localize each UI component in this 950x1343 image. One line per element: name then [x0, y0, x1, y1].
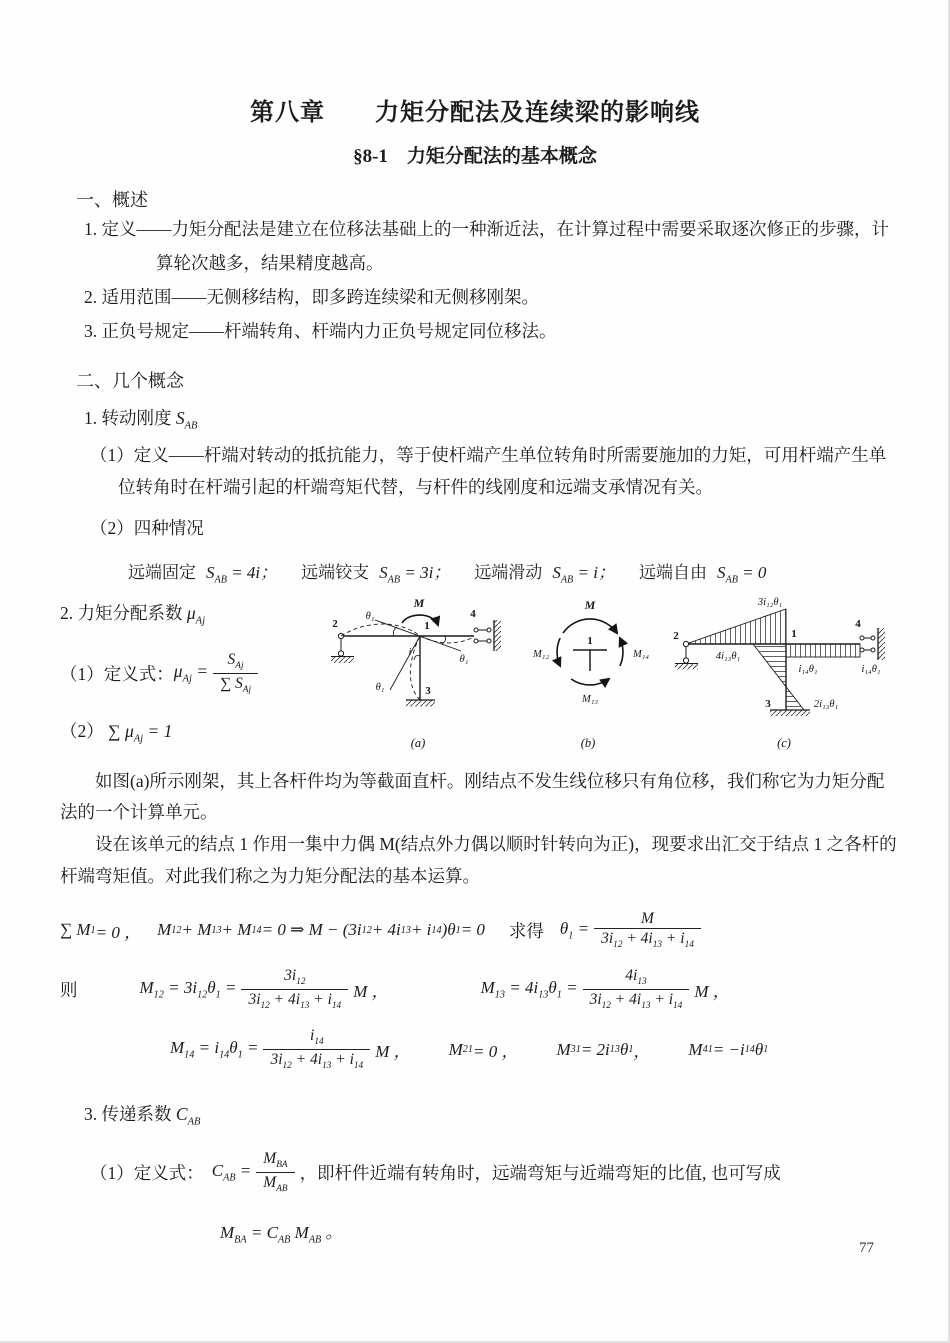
support-hatch [675, 664, 698, 670]
transfer-definition [90, 1149, 898, 1195]
four-cases-heading: （2）四种情况 [90, 517, 204, 538]
eq-m12-lhs: $M_{12} = 3i_{12}\theta_1$ = [139, 977, 237, 1001]
page-content [0, 186, 950, 1245]
mu-text-column [60, 594, 328, 745]
concepts-heading: 二、几个概念 [76, 370, 184, 391]
mu-definition [60, 650, 328, 696]
fraction [213, 650, 258, 696]
fraction-denominator: $M_{AB}$ [256, 1172, 294, 1196]
fraction-numerator: $4i_{13}$ [625, 966, 647, 988]
fraction [256, 1149, 294, 1195]
case-formula: $S_{AB} = i$； [552, 563, 615, 586]
joint-symbol [573, 650, 607, 671]
moment-arrow [571, 679, 609, 685]
column-tangent-line [390, 636, 420, 690]
ordinate-label: 4i₁₃θ₁ [715, 650, 741, 662]
eq-m13 [481, 966, 730, 1012]
moment-label: M₁₄ [632, 648, 650, 660]
figure-caption: (a) [410, 735, 426, 750]
moment-arrow [563, 618, 617, 632]
moment-label: M₁₃ [581, 693, 599, 705]
stiffness-symbol: $S_{AB}$ [175, 407, 198, 431]
case-name: 远端铰支 [301, 563, 370, 583]
case-name: 远端滑动 [474, 563, 543, 583]
stiffness-i-label: i [408, 646, 412, 658]
support-node2 [331, 633, 354, 663]
figure-caption: (b) [580, 735, 596, 750]
stiffness-heading-text: 1. 转动刚度 [84, 407, 172, 428]
fraction-numerator: $S_{Aj}$ [227, 651, 244, 672]
moment-label: M [584, 597, 596, 612]
eq-m14-lhs: $M_{14} = i_{14}\theta_1$ = [170, 1038, 259, 1061]
ordinate-label: i₁₄θ₁ [798, 663, 818, 675]
overview-item-1: 1. 定义——力矩分配法是建立在位移法基础上的一种渐近法，在计算过程中需要采取逐次修正的步骤，计算轮次越多，结果精度越高。 [84, 219, 889, 274]
eq-m13-lhs: $M_{13} = 4i_{13}\theta_1$ = [480, 977, 578, 1001]
node-label: 1 [424, 619, 430, 632]
fraction [241, 966, 348, 1012]
moment-label: M₁₂ [532, 648, 550, 660]
case-item [474, 558, 615, 585]
theta-label: θ₁ [365, 610, 375, 622]
fraction [263, 1026, 370, 1072]
figure-b-joint-moments [523, 594, 658, 754]
transfer-definition-lhs: $C_{AB}$ = [211, 1161, 252, 1184]
eq-theta1-lhs: $\theta_1$ = [559, 919, 590, 942]
transfer-definition-tail: ，即杆件近端有转角时，远端弯矩与近端弯矩的比值, 也可写成 [299, 1162, 781, 1183]
eq-m14 [170, 1026, 411, 1072]
case-name: 远端固定 [128, 563, 196, 583]
support-hatch [770, 710, 810, 716]
figure-a-frame-diagram [328, 594, 513, 754]
angle-arc [393, 627, 397, 636]
figure-caption: (c) [777, 735, 791, 750]
case-formula: $S_{AB} = 0$ [716, 563, 767, 586]
support-hatch [331, 657, 354, 663]
transfer-heading [84, 1101, 898, 1128]
node-label: 3 [425, 684, 431, 697]
fraction-denominator: $3i_{12} + 4i_{13} + i_{14}$ [263, 1049, 370, 1073]
support-hatch [879, 628, 886, 660]
equation-m12-m13 [60, 966, 898, 1012]
rotation-tangents [375, 620, 461, 690]
obtain-label: 求得 [508, 920, 544, 941]
page-number: 77 [859, 1240, 874, 1256]
theta-label: θ₁ [459, 653, 469, 665]
paragraph-basic-operation: 设在该单元的结点 1 作用一集中力偶 M(结点外力偶以顺时针转向为正)，现要求出汇交于结点 1 之各杆的杆端弯矩值。对此我们称之为力矩分配法的基本运算。 [60, 834, 897, 887]
eq-m41: M 41 = −i 14 θ 1 [688, 1039, 769, 1059]
fraction [594, 909, 701, 952]
eq-expanded: M 12 + M 13 + M 14 = 0 ⇒ M − (3i 12 + 4i 13 + i 14 )θ 1 = 0 [157, 920, 485, 940]
then-label: 则 [60, 979, 78, 1000]
overview-item-2: 2. 适用范围——无侧移结构，即多跨连续梁和无侧移刚架。 [84, 287, 539, 308]
support-node3-fixed [770, 710, 810, 716]
fraction-numerator: $i_{14}$ [310, 1027, 324, 1048]
angle-arc [414, 655, 420, 660]
paragraph-unit: 如图(a)所示刚架，其上各杆件均为等截面直杆。刚结点不发生线位移只有角位移，我们称它为力矩分配法的一个计算单元。 [60, 770, 885, 823]
transfer-final-equation: $M_{BA} = C_{AB}$ $M_{AB}$ 。 [220, 1222, 343, 1246]
transfer-symbol: $C_{AB}$ [175, 1103, 201, 1128]
transfer-heading-text: 3. 传递系数 [84, 1103, 172, 1124]
node-label: 3 [765, 697, 771, 710]
fraction-denominator: $3i_{12} + 4i_{13} + i_{14}$ [583, 989, 690, 1013]
node-label: 4 [470, 607, 476, 620]
figure-c-moment-diagram [668, 594, 898, 754]
mu-symbol: $\mu_{Aj}$ [186, 602, 206, 627]
mu-definition-lhs: $\mu_{Aj}$ = [173, 661, 209, 685]
equation-m14-row [170, 1026, 898, 1072]
case-formula: $S_{AB} = 4i$； [206, 563, 278, 586]
overview-item-3: 3. 正负号规定——杆端转角、杆端内力正负号规定同位移法。 [84, 321, 557, 342]
mu-sum-rule [60, 718, 328, 745]
stiffness-cases-line [128, 558, 898, 585]
support-node3-fixed [406, 700, 435, 707]
eq-m14-rhs: M ， [375, 1042, 411, 1062]
case-name: 远端自由 [638, 563, 707, 583]
fraction-denominator: $3i_{12} + 4i_{13} + i_{14}$ [241, 989, 348, 1013]
support-hatch [495, 620, 502, 651]
ordinate-label: 3i₁₂θ₁ [757, 596, 783, 608]
support-node4-sliding [474, 620, 501, 651]
eq-m12 [140, 966, 389, 1012]
eq-m13-rhs: M ， [694, 981, 730, 1001]
fraction-numerator: $3i_{12}$ [284, 966, 306, 988]
hinge-circle [338, 650, 343, 655]
eq-theta1 [560, 909, 706, 952]
frame-members [341, 636, 474, 700]
moment-diagram-beam-right [786, 644, 860, 657]
node-label: 1 [791, 627, 797, 640]
eq-m21: M 21 = 0 ， [448, 1039, 519, 1062]
distribution-coefficient-section [60, 594, 898, 754]
transfer-definition-label: （1）定义式： [90, 1162, 204, 1183]
node-label: 2 [332, 617, 338, 630]
moment-label: M [413, 595, 425, 610]
moment-arrow [557, 638, 560, 666]
fraction-numerator: $M_{BA}$ [263, 1150, 288, 1171]
mu-sum-formula: ∑ $\mu_{Aj} = 1$ [108, 721, 173, 745]
case-item [639, 558, 766, 585]
moment-diagram-beam-left [686, 609, 786, 644]
mu-definition-label: （1）定义式： [60, 663, 174, 684]
theta-label: θ₁ [375, 681, 385, 693]
mu-heading-text: 2. 力矩分配系数 [60, 602, 183, 623]
fraction-denominator: ∑ $S_{Aj}$ [213, 673, 258, 697]
stiffness-heading [84, 405, 898, 432]
case-item [301, 558, 450, 585]
fraction-numerator: M [641, 909, 654, 927]
ordinate-label: 2i₁₃θ₁ [813, 698, 839, 710]
stiffness-definition: （1）定义——杆端对转动的抵抗能力，等于使杆端产生单位转角时所需要施加的力矩，可用杆端产生单位转角时在杆端引起的杆端弯矩代替，与杆件的线刚度和远端支承情况有关。 [90, 445, 887, 498]
figure-strip [328, 594, 898, 754]
equation-equilibrium [60, 909, 898, 952]
mu-sum-label: （2） [60, 721, 104, 742]
case-item [128, 558, 277, 585]
support-hatch [406, 700, 435, 706]
case-formula: $S_{AB} = 3i$； [379, 563, 451, 586]
section-heading: §8-1 力矩分配法的基本概念 [353, 146, 597, 167]
overview-heading: 一、概述 [76, 190, 148, 210]
eq-m31: M 31 = 2i 13 θ 1 ， [556, 1039, 651, 1062]
node-label: 2 [673, 629, 679, 642]
applied-moment-arrow [402, 615, 438, 625]
support-node2 [675, 641, 698, 669]
deflection-curve [341, 624, 420, 636]
node-label: 1 [587, 634, 593, 647]
fraction [583, 966, 690, 1012]
node-label: 4 [855, 617, 861, 630]
mu-heading [60, 600, 328, 627]
ordinate-label: i₁₄θ₁ [861, 663, 881, 675]
fraction-denominator: $3i_{12} + 4i_{13} + i_{14}$ [594, 928, 701, 952]
eq-sum-m1: ∑ M 1 = 0 ， [60, 920, 142, 942]
page-title: 第八章 力矩分配法及连续梁的影响线 [250, 100, 700, 126]
moment-arrow [620, 638, 623, 666]
support-node4-sliding [860, 628, 885, 660]
eq-m12-rhs: M ， [353, 981, 389, 1001]
deflection-curve [420, 636, 474, 643]
